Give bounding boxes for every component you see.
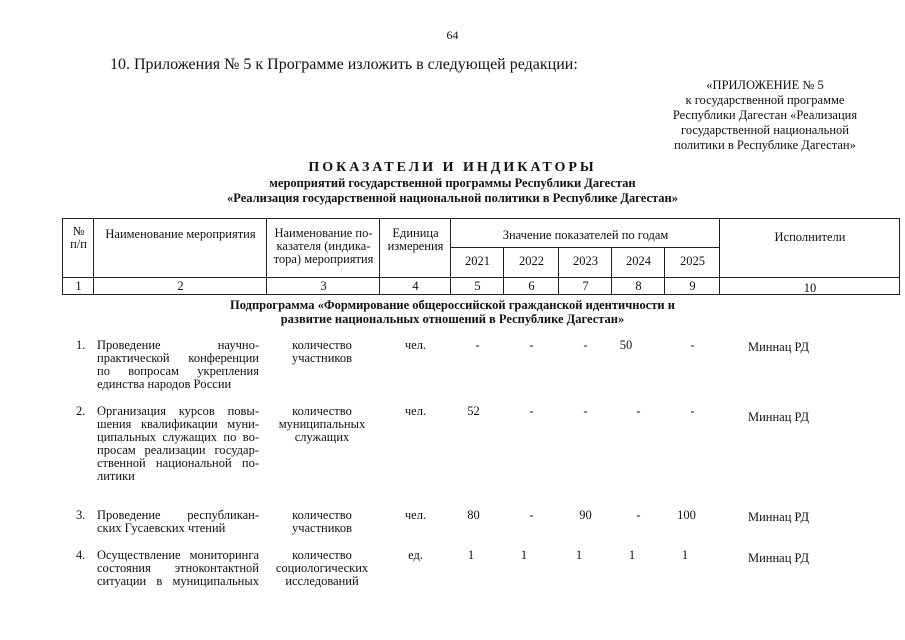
row-number: 3.: [76, 508, 86, 522]
value-2024: -: [636, 404, 641, 418]
value-2022: -: [529, 508, 534, 522]
document-subtitle: мероприятий государственной программы Республики Дагестан: [269, 176, 636, 190]
unit: чел.: [404, 338, 427, 352]
unit: чел.: [404, 508, 427, 522]
executor: Миннац РД: [748, 410, 810, 424]
header-year: 2022: [519, 254, 544, 268]
value-2025: -: [690, 338, 695, 352]
value-2021: 52: [467, 404, 480, 418]
value-2025: 100: [677, 508, 696, 522]
header-col-name: Наименование мероприятия: [105, 227, 256, 241]
appendix-line: политики в Республике Дагестан»: [674, 138, 856, 152]
indicator-name: количество участников: [291, 508, 353, 535]
activity-name: Проведение научно- практической конференции по вопросам укрепления единства народов России: [97, 338, 259, 391]
appendix-header: [630, 78, 900, 153]
value-2024: 1: [628, 548, 636, 562]
unit: ед.: [408, 548, 423, 562]
appendix-line: к государственной программе: [685, 93, 845, 107]
row-number: 4.: [76, 548, 86, 562]
column-number: 4: [412, 279, 419, 293]
value-2021: -: [475, 338, 480, 352]
value-2021: 1: [467, 548, 475, 562]
column-number: 6: [528, 279, 535, 293]
column-number: 1: [75, 279, 82, 293]
activity-name: Осуществление мониторинга состояния этноконтактной ситуации в муниципальных: [97, 548, 259, 588]
value-2023: -: [583, 338, 588, 352]
header-col-executor: Исполнители: [774, 230, 846, 244]
indicator-name: количество муниципальных служащих: [278, 404, 366, 444]
value-2021: 80: [467, 508, 480, 522]
header-year: 2024: [626, 254, 651, 268]
activity-name: Организация курсов повы- шения квалификации муни- ципальных служащих по во- просам реализации государ- ственной национальной по- литики: [97, 404, 259, 483]
value-2022: 1: [520, 548, 528, 562]
executor: Миннац РД: [748, 510, 810, 524]
value-2022: -: [529, 338, 534, 352]
value-2022: -: [529, 404, 534, 418]
header-col-number: № п/п: [70, 224, 87, 251]
value-2024: 50: [619, 338, 633, 352]
header-col-indicator: Наименование по- казателя (индика- тора) мероприятия: [273, 226, 374, 266]
appendix-line: Республики Дагестан «Реализация: [672, 108, 858, 122]
column-number: 5: [474, 279, 481, 293]
value-2025: -: [690, 404, 695, 418]
value-2025: 1: [681, 548, 689, 562]
column-number: 3: [320, 279, 327, 293]
document-subtitle: «Реализация государственной национальной политики в Республике Дагестан»: [226, 191, 678, 205]
column-number: 10: [803, 281, 817, 295]
subprogram-heading: Подпрограмма «Формирование общероссийской гражданской идентичности и развитие национальных отношений в Республике Дагестан»: [230, 298, 675, 326]
value-2024: -: [636, 508, 641, 522]
activity-name: Проведение республикан- ских Гусаевских чтений: [97, 508, 259, 535]
value-2023: -: [583, 404, 588, 418]
indicator-name: количество участников: [291, 338, 353, 365]
executor: Миннац РД: [748, 551, 810, 565]
executor: Миннац РД: [748, 340, 810, 354]
header-year: 2021: [465, 254, 490, 268]
appendix-line: государственной национальной: [681, 123, 849, 137]
column-number: 7: [582, 279, 589, 293]
header-col-unit: Единица измерения: [387, 226, 444, 253]
appendix-line: «ПРИЛОЖЕНИЕ № 5: [706, 78, 824, 92]
indicator-name: количество социологических исследований: [275, 548, 369, 588]
column-number: 2: [177, 279, 184, 293]
column-number: 8: [635, 279, 642, 293]
header-col-values: Значение показателей по годам: [502, 228, 669, 242]
intro-paragraph: 10. Приложения № 5 к Программе изложить в следующей редакции:: [110, 56, 578, 73]
row-number: 1.: [76, 338, 86, 352]
page-number: 64: [446, 28, 459, 42]
document-title: ПОКАЗАТЕЛИ И ИНДИКАТОРЫ: [308, 160, 597, 175]
column-number: 9: [689, 279, 696, 293]
value-2023: 1: [575, 548, 583, 562]
value-2023: 90: [579, 508, 592, 522]
header-year: 2025: [680, 254, 705, 268]
unit: чел.: [404, 404, 427, 418]
row-number: 2.: [76, 404, 86, 418]
header-year: 2023: [573, 254, 598, 268]
